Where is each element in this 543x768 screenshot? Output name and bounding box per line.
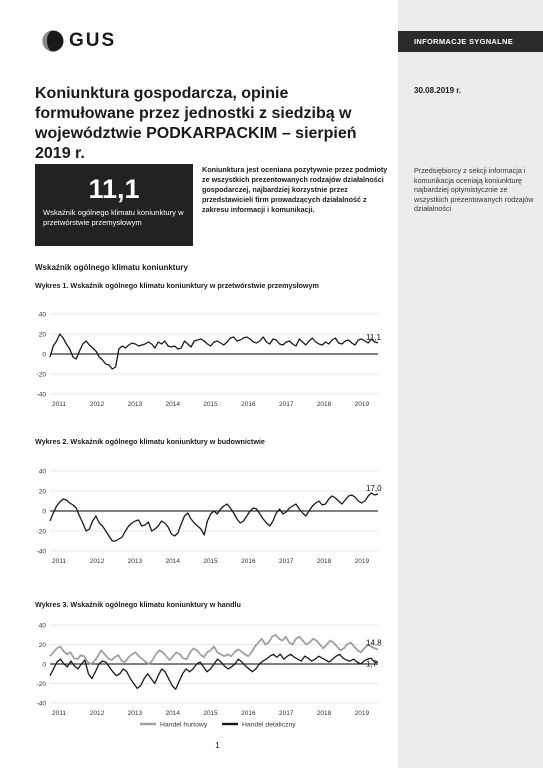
gus-logo-icon [42,30,64,52]
y-tick-label: -40 [36,548,46,556]
chart-1-title: Wykres 1. Wskaźnik ogólnego klimatu koniunktury w przetwórstwie przemysłowym [35,281,319,290]
x-tick-label: 2013 [127,710,143,717]
sidebar-note: Przedsiębiorcy z sekcji informacja i komunikacja oceniają koniunkturę najbardziej optymistycznie ze wszystkich prezentowanych rodzajów działalności [414,166,534,214]
kpi-box [35,164,193,246]
series-end-label: 17,0 [366,484,382,493]
x-tick-label: 2018 [316,710,332,717]
chart-3-title: Wykres 3. Wskaźnik ogólnego klimatu koniunktury w handlu [35,600,241,609]
x-tick-label: 2014 [165,401,180,408]
y-tick-label: 0 [42,508,46,516]
x-tick-label: 2011 [52,710,66,717]
x-tick-label: 2014 [165,558,180,565]
y-tick-label: 20 [38,642,46,649]
x-tick-label: 2015 [203,401,218,408]
y-tick-label: 20 [38,331,46,339]
publication-type-badge: INFORMACJE SYGNALNE [398,31,543,52]
y-tick-label: 0 [42,351,46,359]
y-tick-label: -20 [36,681,46,688]
gus-logo [42,30,122,52]
x-tick-label: 2019 [354,401,370,408]
x-tick-label: 2012 [89,558,105,565]
x-tick-label: 2015 [203,710,218,717]
y-tick-label: 40 [38,311,46,319]
x-tick-label: 2013 [127,558,143,565]
chart-2-title: Wykres 2. Wskaźnik ogólnego klimatu koniunktury w budownictwie [35,437,265,446]
x-tick-label: 2018 [316,401,332,408]
series-end-label: 11,1 [366,332,381,342]
y-tick-label: -40 [36,391,46,399]
kpi-value: 11,1 [88,174,140,204]
y-tick-label: -40 [36,700,46,708]
page-title: Koniunktura gospodarcza, opinie formułowane przez jednostki z siedzibą w województwie PODKARPACKIM – sierpień 2019 r. [35,85,357,162]
y-tick-label: 40 [38,468,46,476]
series-end-label: 14,8 [366,638,382,648]
y-tick-label: 0 [42,661,46,669]
x-tick-label: 2016 [241,401,256,408]
x-tick-label: 2015 [203,558,218,565]
legend-label: Handel hurtowy [160,721,208,728]
series-line-0 [50,334,378,369]
x-tick-label: 2017 [278,710,294,717]
x-tick-label: 2014 [165,710,180,717]
series-end-label: 1,7 [366,659,378,669]
x-tick-label: 2016 [241,558,256,565]
y-tick-label: 40 [38,622,46,630]
series-line-1 [50,493,378,541]
kpi-label: Wskaźnik ogólnego klimatu koniunktury w przetwórstwie przemysłowym [43,208,184,227]
logo-text: GUS [69,30,117,51]
chart-2-construction [30,462,400,574]
y-tick-label: -20 [36,371,46,379]
x-tick-label: 2013 [127,401,143,408]
x-tick-label: 2019 [354,710,370,717]
x-tick-label: 2017 [278,558,294,565]
y-tick-label: 20 [38,488,46,496]
y-tick-label: -20 [36,528,46,536]
section-title: Wskaźnik ogólnego klimatu koniunktury [35,263,188,272]
x-tick-label: 2016 [241,710,256,717]
chart-1-industry [30,306,400,418]
x-tick-label: 2012 [89,401,105,408]
x-tick-label: 2012 [89,710,105,717]
x-tick-label: 2018 [316,558,332,565]
series-line-handel-detaliczny [50,654,378,689]
x-tick-label: 2011 [52,401,66,408]
page-number: 1 [215,741,220,750]
sidebar-panel [398,0,543,768]
series-line-handel-hurtowy [50,635,378,664]
chart-3-trade [30,618,400,728]
x-tick-label: 2011 [52,558,66,565]
x-tick-label: 2019 [354,558,370,565]
publication-date: 30.08.2019 r. [414,86,462,95]
legend-label: Handel detaliczny [242,721,296,728]
intro-text: Koniunktura jest oceniana pozytywnie przez podmioty ze wszystkich prezentowanych rodzajów działalności gospodarczej, najbardziej korzystnie przez przedstawicieli firm prowadzących działalność z zakresu informacji i komunikacji. [202,165,388,214]
x-tick-label: 2017 [278,401,294,408]
